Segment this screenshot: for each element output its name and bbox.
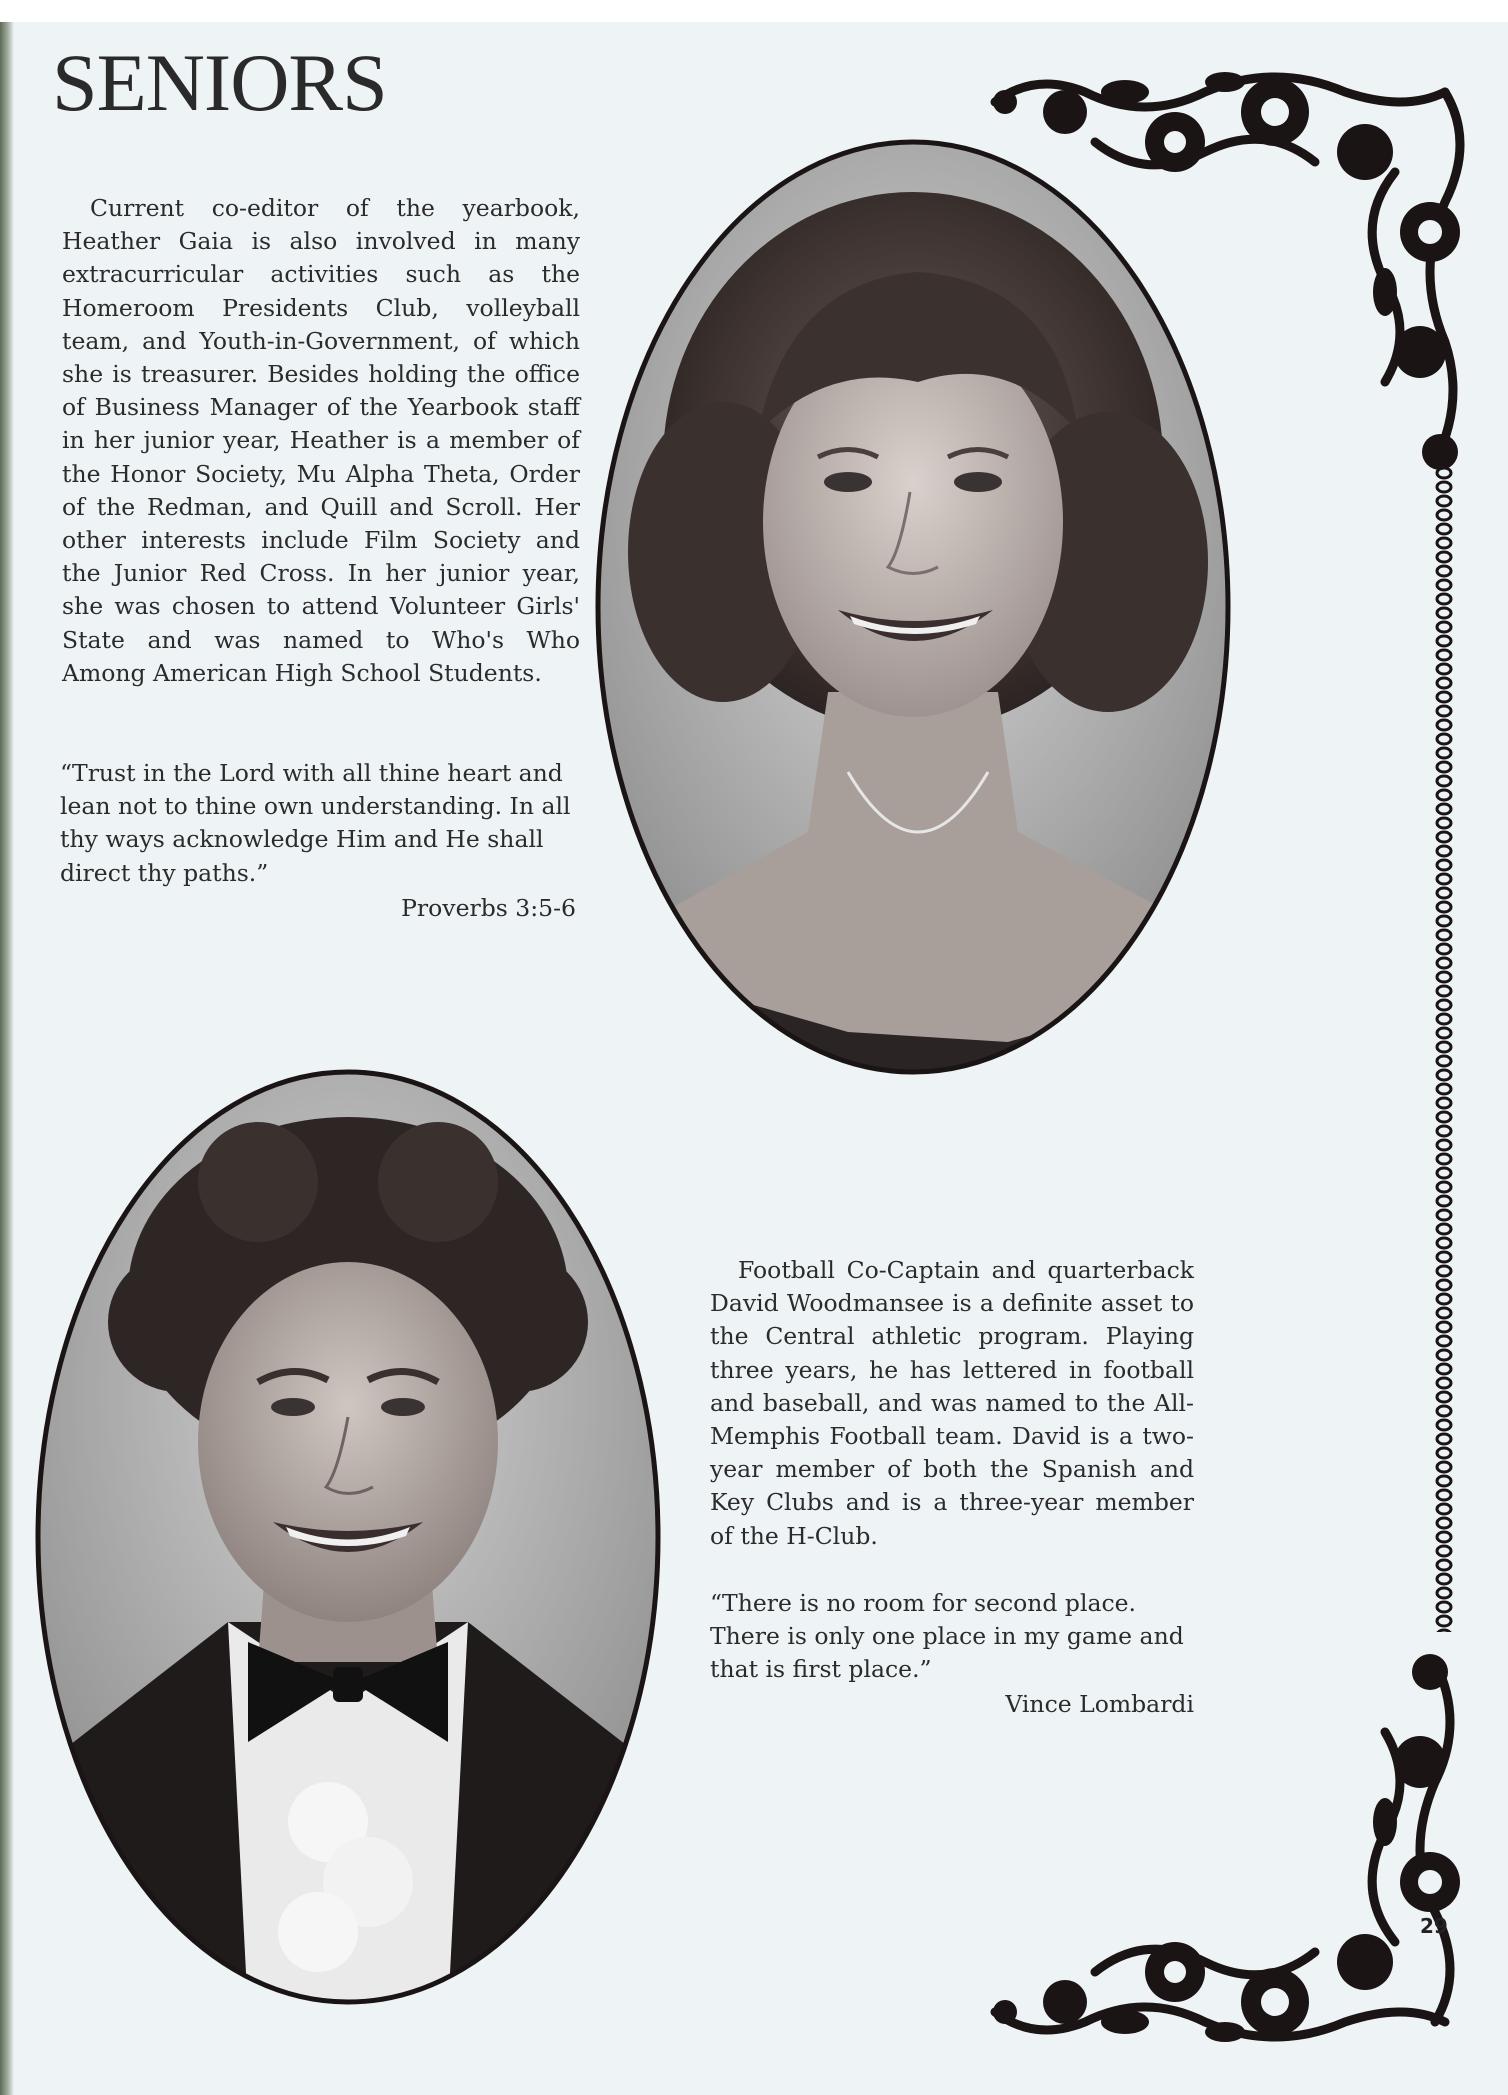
senior-2-bio: Football Co-Captain and quarterback David Woodmansee is a definite asset to the Central athletic program. Playing three years, he has lettered in football and baseball, and was named to the All-Memphis Football team. David is a two-year member of both the Spanish and Key Clubs and is a three-year member of the H-Club. — [710, 1256, 1194, 1550]
senior-1-attribution: Proverbs 3:5-6 — [401, 894, 576, 922]
page-title: SENIORS — [52, 37, 387, 128]
senior-2-quote: “There is no room for second place. There is only one place in my game and that is first place.” — [710, 1589, 1184, 1684]
book-spine-shadow — [0, 22, 14, 2095]
senior-2-attribution: Vince Lombardi — [1005, 1690, 1194, 1718]
senior-1-bio: Current co-editor of the yearbook, Heather Gaia is also involved in many extracurricular activities such as the Homeroom Presidents Club, volleyball team, and Youth-in-Government, of which she is treasurer. Besides holding the office of Business Manager of the Yearbook staff in her junior year, Heather is a member of the Honor Society, Mu Alpha Theta, Order of the Redman, and Quill and Scroll. Her other interests include Film Society and the Junior Red Cross. In her junior year, she was chosen to attend Volunteer Girls' State and was named to Who's Who Among American High School Students. — [62, 194, 580, 687]
scroll-ornament-top-right-icon — [975, 52, 1485, 482]
chain-border-icon — [1432, 452, 1456, 1632]
scroll-ornament-bottom-right-icon — [975, 1642, 1485, 2062]
page-number: 29 — [1420, 1914, 1448, 1938]
senior-1-quote: “Trust in the Lord with all thine heart and lean not to thine own understanding. In all thy ways acknowledge Him and He shall direct thy paths.” — [60, 759, 571, 887]
senior-2-portrait — [28, 1062, 668, 2012]
yearbook-page — [0, 22, 1508, 2095]
